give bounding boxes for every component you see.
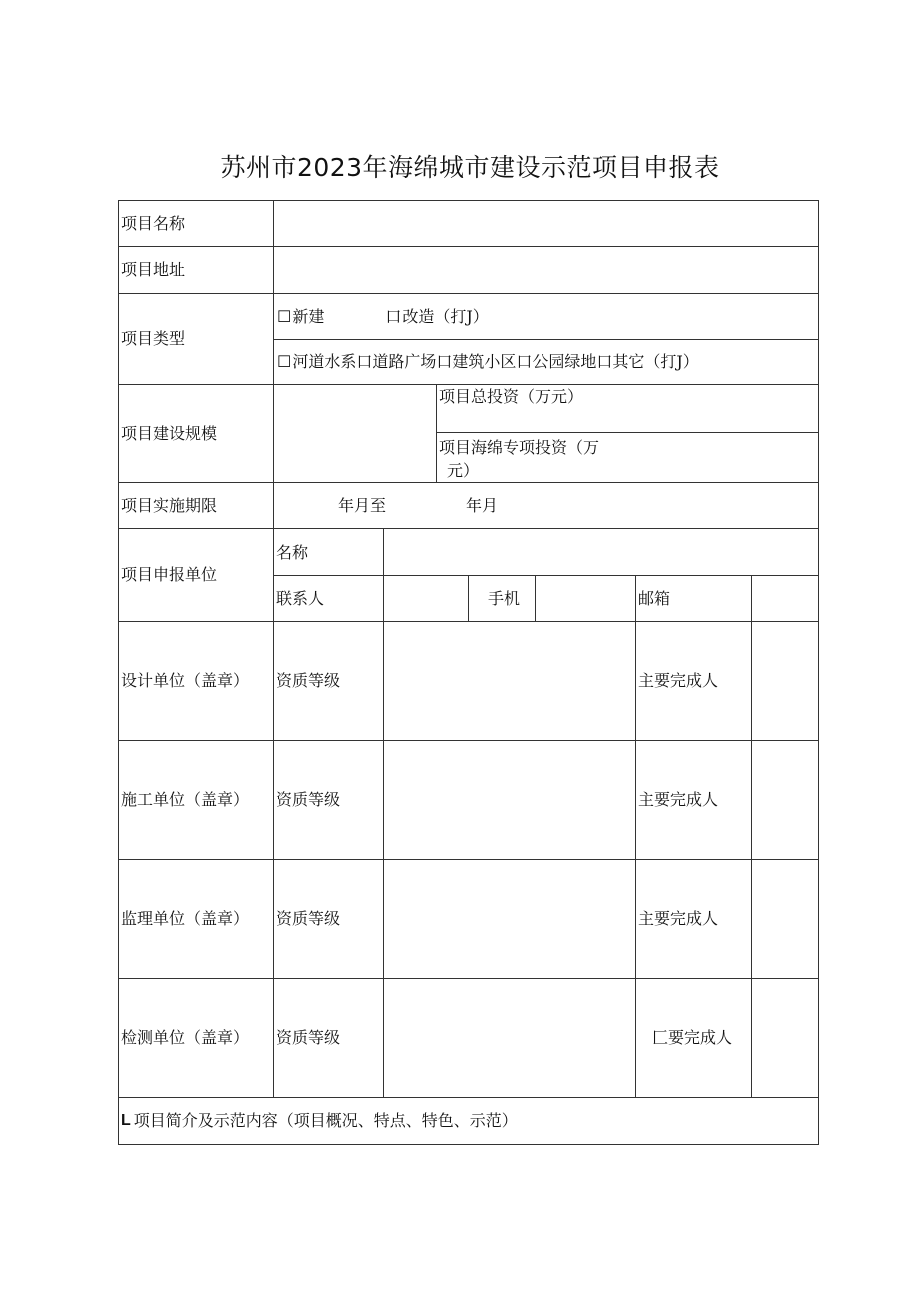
supervision-qualification-label: 资质等级 [276, 909, 341, 929]
project-scale-field[interactable] [274, 385, 436, 482]
project-scale-label: 项目建设规模 [121, 423, 218, 443]
design-qualification-label: 资质等级 [276, 671, 341, 691]
project-address-field[interactable] [274, 247, 818, 293]
applicant-name-label: 名称 [276, 543, 309, 562]
testing-lead-field[interactable] [752, 979, 818, 1097]
construction-unit-label: 施工单位（盖章） [121, 790, 250, 810]
design-lead-field[interactable] [752, 622, 818, 740]
applicant-name-field[interactable] [384, 529, 818, 575]
page-title: 苏州市2023年海绵城市建设示范项目申报表 [220, 153, 720, 182]
project-name-field[interactable] [274, 201, 818, 246]
table-line [818, 200, 819, 1144]
project-type-label: 项目类型 [121, 329, 186, 349]
phone-label: 手机 [488, 588, 521, 608]
renovate-option-label: 改造（打J） [402, 306, 489, 326]
period-end-text: 年月 [466, 495, 499, 515]
testing-qualification-label: 资质等级 [276, 1028, 341, 1048]
testing-qualification-field[interactable] [384, 979, 635, 1097]
project-intro-label [119, 1098, 818, 1144]
sponge-investment-line-1: 项目海绵专项投资（万 [439, 438, 600, 457]
renovate-checkbox[interactable]: 口 [385, 306, 402, 326]
new-build-checkbox[interactable]: ☐ [277, 306, 292, 326]
project-type-category-options [274, 340, 818, 384]
construction-qualification-field[interactable] [384, 741, 635, 859]
period-start-field[interactable] [274, 483, 818, 528]
river-checkbox[interactable]: ☐ [277, 352, 292, 372]
applicant-unit-label: 项目申报单位 [121, 565, 218, 585]
email-field[interactable] [752, 576, 818, 621]
sponge-investment-line-2: 元） [447, 461, 480, 481]
supervision-lead-field[interactable] [752, 860, 818, 978]
new-build-option-label: 新建 [292, 306, 325, 326]
contact-person-label: 联系人 [276, 588, 325, 608]
table-line [118, 1144, 819, 1145]
design-unit-label: 设计单位（盖章） [121, 671, 250, 691]
design-lead-label: 主要完成人 [638, 671, 719, 691]
project-intro-text: 项目简介及示范内容（项目概况、特点、特色、示范） [133, 1111, 518, 1131]
section-marker: L [121, 1112, 131, 1130]
category-options-label: 河道水系口道路广场口建筑小区口公园绿地口其它（打J） [292, 352, 699, 372]
supervision-unit-label: 监理单位（盖章） [121, 909, 250, 929]
sponge-investment-label [437, 435, 818, 481]
total-investment-label: 项目总投资（万元） [439, 387, 584, 406]
table-line [436, 432, 819, 433]
project-type-construction-options [274, 294, 818, 339]
phone-field[interactable] [536, 576, 635, 621]
testing-lead-label: 匚要完成人 [652, 1028, 733, 1048]
supervision-qualification-field[interactable] [384, 860, 635, 978]
design-qualification-field[interactable] [384, 622, 635, 740]
construction-lead-label: 主要完成人 [638, 790, 719, 810]
project-period-label: 项目实施期限 [121, 495, 218, 515]
construction-qualification-label: 资质等级 [276, 790, 341, 810]
construction-lead-field[interactable] [752, 741, 818, 859]
period-start-text: 年月至 [338, 495, 387, 515]
supervision-lead-label: 主要完成人 [638, 909, 719, 929]
project-address-label: 项目地址 [121, 260, 186, 280]
contact-person-field[interactable] [384, 576, 468, 621]
email-label: 邮箱 [638, 588, 671, 608]
testing-unit-label: 检测单位（盖章） [121, 1028, 250, 1048]
project-name-label: 项目名称 [121, 213, 186, 233]
